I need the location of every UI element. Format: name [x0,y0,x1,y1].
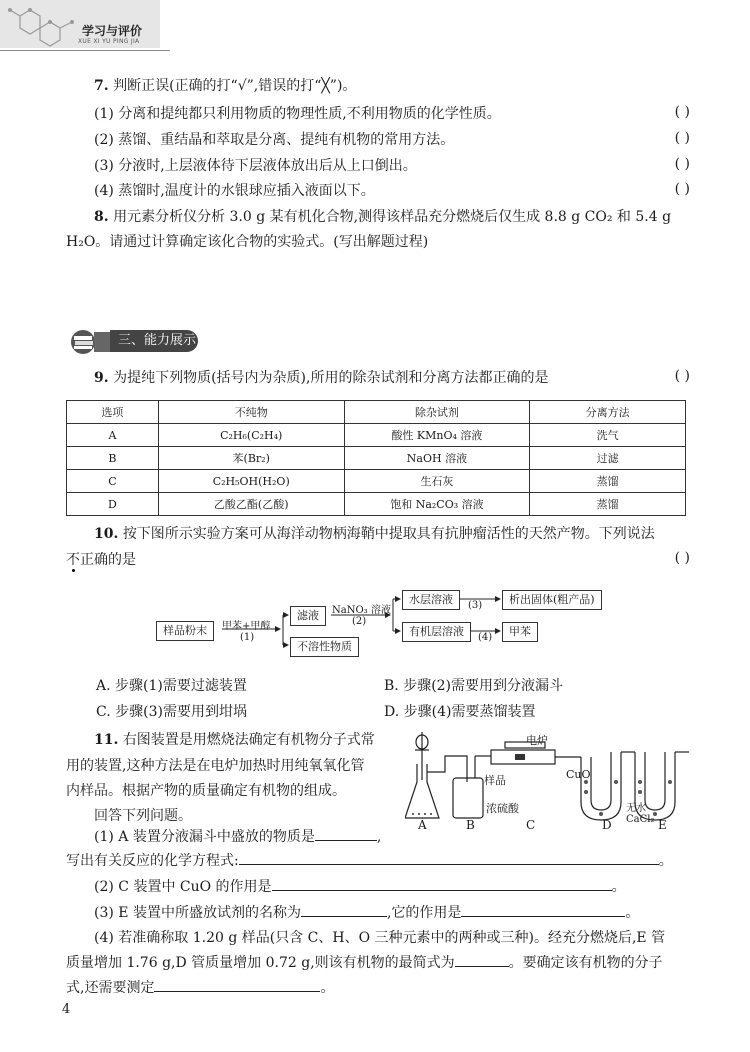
q9-stem-text: 为提纯下列物质(括号内为杂质),所用的除杂试剂和分离方法都正确的是 [113,370,549,386]
table-cell: 洗气 [530,424,686,447]
fig-label-c: C [526,818,536,832]
q7-item-3-paren[interactable]: ( ) [674,156,690,172]
q7-stem-text: 判断正误(正确的打“√”,错误的打“╳”)。 [113,78,357,94]
q11-part-1b-text: 写出有关反应的化学方程式: [66,853,239,869]
table-cell: 生石灰 [344,470,530,493]
fig-furnace-label: 电炉 [526,734,548,747]
q9-number: 9. [94,370,109,386]
flow-insoluble-box: 不溶性物质 [290,637,359,657]
fig-label-e: E [658,818,667,832]
q10-option-c[interactable]: C. 步骤(3)需要用到坩埚 [96,704,247,720]
table-row [67,424,686,447]
fig-label-a: A [418,818,427,832]
page-number: 4 [62,1002,71,1017]
flow-step-4: (4) [478,632,493,643]
flow-solid-box: 析出固体(粗产品) [502,590,602,610]
q9-table [66,400,686,516]
books-icon [66,330,112,354]
header-divider [0,50,170,51]
table-cell: NaOH 溶液 [344,447,530,470]
table-row [67,470,686,493]
q11-answer-prompt: 回答下列问题。 [94,808,192,824]
q7-item-3: (3) 分液时,上层液体待下层液体放出后从上口倒出。 [94,158,417,174]
q11-part-1a-comma: , [376,829,382,845]
q8-line-1 [94,207,690,227]
answer-blank[interactable] [272,876,612,891]
q11-part-4-text-2b: 。要确定该有机物的分子 [508,955,663,971]
q7-item-2: (2) 蒸馏、重结晶和萃取是分离、提纯有机物的常用方法。 [94,132,455,148]
q10-option-a[interactable]: A. 步骤(1)需要过滤装置 [96,678,247,694]
q11-part-2 [94,876,626,896]
table-cell: D [67,493,159,516]
q7-item-4: (4) 蒸馏时,温度计的水银球应插入液面以下。 [94,183,375,199]
q11-part-3b-text: ,它的作用是 [386,905,462,921]
q11-intro-text-1: 右图装置是用燃烧法确定有机物分子式常 [122,732,375,748]
q10-text-2: 正确的是 [80,552,136,568]
fig-h2so4-label: 浓硫酸 [486,802,519,815]
q10-option-d[interactable]: D. 步骤(4)需要蒸馏装置 [384,704,536,720]
q10-option-b[interactable]: B. 步骤(2)需要用到分液漏斗 [384,678,564,694]
flow-filtrate-box: 滤液 [290,606,326,626]
q7-item-2-paren[interactable]: ( ) [674,130,690,146]
table-row [67,447,686,470]
q11-part-2-end: 。 [611,879,626,895]
section-title: 三、能力展示 [110,330,198,352]
q10-line-1 [94,524,690,544]
q11-part-4-text-3: 式,还需要测定 [66,980,155,996]
fig-sample-label: 样品 [484,774,506,787]
flow-step-2: (2) [352,616,367,627]
table-cell: 蒸馏 [530,470,686,493]
q11-part-1a-text: (1) A 装置分液漏斗中盛放的物质是 [94,829,315,845]
q8-text-1: 用元素分析仪分析 3.0 g 某有机化合物,测得该样品充分燃烧后仅生成 8.8 g CO₂ 和 5.4 g [113,209,672,225]
q10-negation-emphasis [66,552,80,568]
q10-number: 10. [94,526,119,542]
q10-paren[interactable]: ( ) [674,550,690,566]
table-cell: 饱和 Na₂CO₃ 溶液 [344,493,530,516]
q9-stem [94,368,690,388]
answer-blank[interactable] [301,902,387,917]
q11-part-1a [94,826,381,846]
fig-cuo-label: CuO [566,768,591,781]
table-cell: 乙酸乙酯(乙酸) [158,493,344,516]
q7-item-1-paren[interactable]: ( ) [674,104,690,120]
table-cell: C₂H₅OH(H₂O) [158,470,344,493]
q11-part-1b [66,850,673,870]
q11-number: 11. [94,732,119,748]
table-header-row [67,401,686,424]
q11-part-3a-text: (3) E 装置中所盛放试剂的名称为 [94,905,301,921]
table-header-cell: 除杂试剂 [344,401,530,424]
q11-part-2-text: (2) C 装置中 CuO 的作用是 [94,879,272,895]
q11-part-4-line-2 [66,952,663,972]
q11-part-4-line-3 [66,977,334,997]
q7-item-1: (1) 分离和提纯都只利用物质的物理性质,不利用物质的化学性质。 [94,106,501,122]
q10-negation-word: 不 [66,552,80,568]
flow-reagent-1: 甲苯+甲醇 [222,621,271,632]
q11-intro-3: 内样品。根据产物的质量确定有机物的组成。 [66,783,346,799]
flow-reagent-2: NaNO₃ 溶液 [332,605,391,616]
q11-part-3 [94,902,639,922]
q9-paren[interactable]: ( ) [674,368,690,384]
fig-label-b: B [466,818,475,832]
fig-label-d: D [602,818,612,832]
table-cell: 过滤 [530,447,686,470]
q11-part-4-line-1: (4) 若准确称取 1.20 g 样品(只含 C、H、O 三种元素中的两种或三种)。经充分燃烧后,E 管 [94,930,666,946]
flow-aqueous-box: 水层溶液 [402,590,460,610]
table-cell: 蒸馏 [530,493,686,516]
answer-blank[interactable] [315,826,377,841]
table-cell: C [67,470,159,493]
q11-part-1b-end: 。 [658,853,673,869]
q7-stem [94,76,690,96]
emphasis-dot [72,569,75,572]
answer-blank[interactable] [154,977,320,992]
answer-blank[interactable] [455,952,509,967]
table-header-cell: 不纯物 [158,401,344,424]
q11-intro-2: 用的装置,这种方法是在电炉加热时用纯氧氧化管 [66,758,365,774]
table-header-cell: 分离方法 [530,401,686,424]
molecule-logo-icon [6,4,80,48]
q10-line-2 [66,550,690,570]
q8-line-2: H₂O。请通过计算确定该化合物的实验式。(写出解题过程) [66,234,429,250]
table-header-cell: 选项 [67,401,159,424]
q11-part-4-text-2a: 质量增加 1.76 g,D 管质量增加 0.72 g,则该有机物的最简式为 [66,955,455,971]
answer-blank[interactable] [239,850,659,865]
table-cell: A [67,424,159,447]
flow-step-1: (1) [240,632,255,643]
table-cell: 苯(Br₂) [158,447,344,470]
flow-toluene-box: 甲苯 [502,622,538,642]
answer-blank[interactable] [461,902,625,917]
q11-part-3-end: 。 [625,905,640,921]
flow-organic-box: 有机层溶液 [402,622,471,642]
q11-part-4-end: 。 [320,980,335,996]
q8-number: 8. [94,209,109,225]
table-cell: C₂H₆(C₂H₄) [158,424,344,447]
table-cell: 酸性 KMnO₄ 溶液 [344,424,530,447]
fig-cacl2-label: 无水 CaCl₂ [626,803,655,825]
table-row [67,493,686,516]
q11-intro-1 [94,729,375,749]
header-subtitle: XUE XI YU PING JIA [78,38,140,45]
flow-sample-box: 样品粉末 [156,621,214,641]
q10-text-1: 按下图所示实验方案可从海洋动物柄海鞘中提取具有抗肿瘤活性的天然产物。下列说法 [122,526,655,542]
section-badge [66,330,198,354]
q7-item-4-paren[interactable]: ( ) [674,181,690,197]
q7-number: 7. [94,78,109,94]
header-title: 学习与评价 [82,24,143,38]
table-cell: B [67,447,159,470]
flow-step-3: (3) [468,600,483,611]
